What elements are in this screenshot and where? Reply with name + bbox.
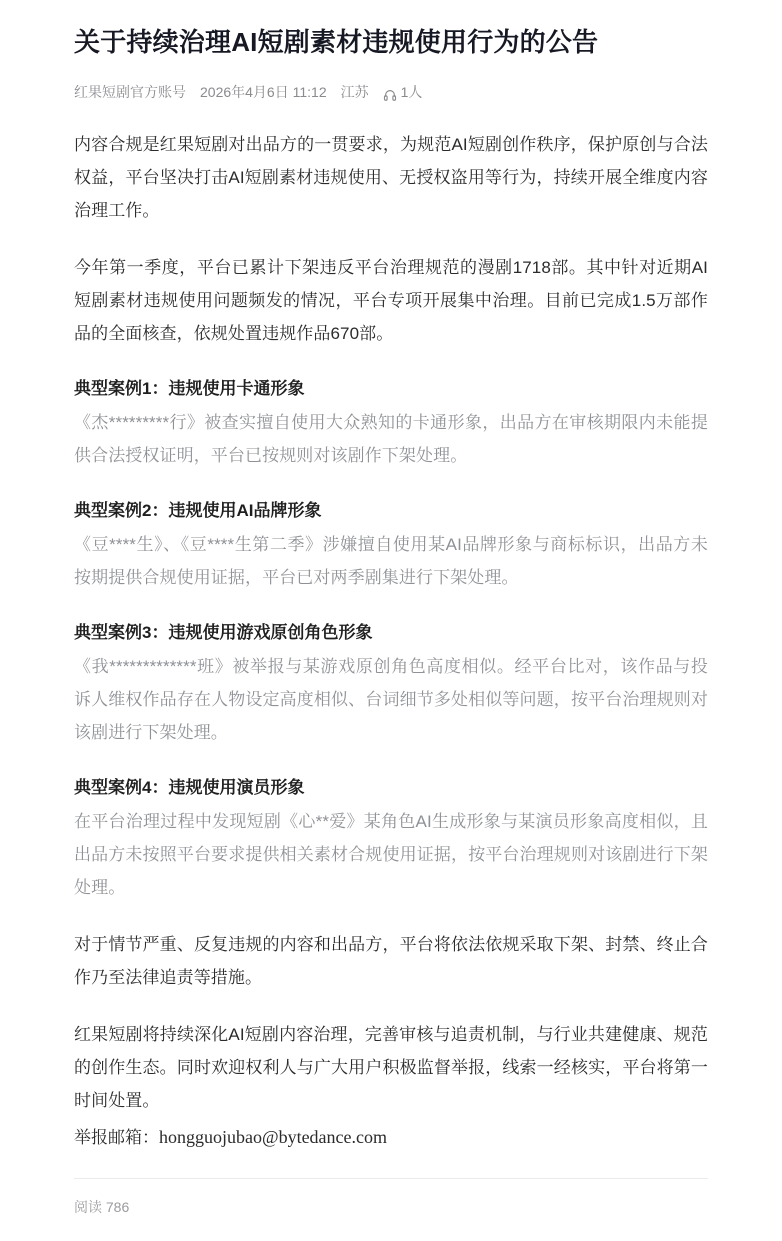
paragraph: 内容合规是红果短剧对出品方的一贯要求，为规范AI短剧创作秩序，保护原创与合法权益，平台坚决打击AI短剧素材违规使用、无授权盗用等行为，持续开展全维度内容治理工作。 (74, 135, 708, 220)
report-email-label: 举报邮箱： (74, 1128, 159, 1147)
paragraph: 红果短剧将持续深化AI短剧内容治理，完善审核与追责机制，与行业共建健康、规范的创作生态。同时欢迎权利人与广大用户积极监督举报，线索一经核实，平台将第一时间处置。 (74, 1025, 708, 1110)
author-name[interactable]: 红果短剧官方账号 (74, 84, 186, 100)
case-heading-3: 典型案例3：违规使用游戏原创角色形象 (74, 623, 373, 642)
headphone-icon (383, 87, 397, 101)
page-title: 关于持续治理AI短剧素材违规使用行为的公告 (74, 27, 599, 57)
report-email-line (74, 1121, 708, 1154)
paragraph: 今年第一季度，平台已累计下架违反平台治理规范的漫剧1718部。其中针对近期AI短剧素材违规使用问题频发的情况，平台专项开展集中治理。目前已完成1.5万部作品的全面核查，依规处置违规作品670部。 (74, 258, 708, 343)
article-footer (74, 1178, 708, 1241)
read-count: 阅读 786 (74, 1199, 130, 1215)
case-body-4: 在平台治理过程中发现短剧《心**爱》某角色AI生成形象与某演员形象高度相似，且出品方未按照平台要求提供相关素材合规使用证据，按平台治理规则对该剧进行下架处理。 (74, 812, 708, 897)
publish-datetime: 2026年4月6日 11:12 (200, 84, 327, 100)
article-body (74, 128, 708, 1154)
case-heading-4: 典型案例4：违规使用演员形象 (74, 778, 305, 797)
case-body-2: 《豆****生》、《豆****生第二季》涉嫌擅自使用某AI品牌形象与商标标识，出品方未按期提供合规使用证据，平台已对两季剧集进行下架处理。 (74, 535, 708, 587)
region-label: 江苏 (340, 84, 369, 100)
article-meta (74, 82, 708, 102)
listeners-count-label: 1人 (400, 84, 423, 100)
case-body-1: 《杰*********行》被查实擅自使用大众熟知的卡通形象，出品方在审核期限内未能提供合法授权证明，平台已按规则对该剧作下架处理。 (74, 413, 708, 465)
case-heading-2: 典型案例2：违规使用AI品牌形象 (74, 501, 322, 520)
paragraph: 对于情节严重、反复违规的内容和出品方，平台将依法依规采取下架、封禁、终止合作乃至法律追责等措施。 (74, 935, 708, 987)
case-heading-1: 典型案例1：违规使用卡通形象 (74, 379, 305, 398)
case-body-3: 《我*************班》被举报与某游戏原创角色高度相似。经平台比对，该作品与投诉人维权作品存在人物设定高度相似、台词细节多处相似等问题，按平台治理规则对该剧进行下架处理。 (74, 657, 708, 742)
report-email-address[interactable]: hongguojubao@bytedance.com (159, 1127, 388, 1147)
listeners-count (383, 82, 423, 102)
